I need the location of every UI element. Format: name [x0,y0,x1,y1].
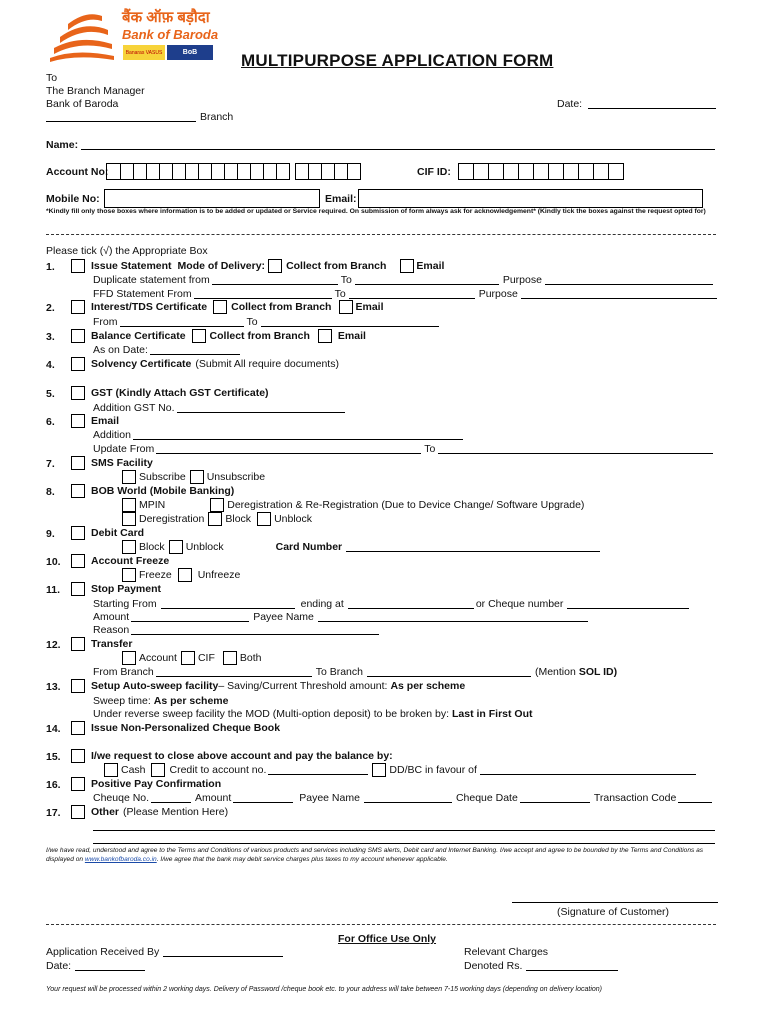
sms-checkbox[interactable] [71,456,85,470]
dd-label: DD/BC in favour of [389,764,477,776]
threshold-label: – Saving/Current Threshold amount: [218,680,388,692]
item-5-row [71,386,269,400]
account-no-label: Account No: [46,166,109,178]
office-date-field[interactable] [75,961,145,971]
footer-note: Your request will be processed within 2 working days. Delivery of Password /cheque book etc. to your address will take between 7-15 working days (depending on delivery location) [46,986,603,993]
address-bank: Bank of Baroda [46,98,119,110]
pp-date-field[interactable] [520,793,590,803]
item-6-number: 6. [46,416,55,428]
interest-tds-label: Interest/TDS Certificate [91,301,208,313]
to-branch-field[interactable] [367,667,531,677]
item-1-number: 1. [46,261,55,273]
pp-cheque-field[interactable] [151,793,191,803]
denoted-row [464,960,618,972]
i2-period-row [93,316,439,328]
pp-payee-field[interactable] [364,793,452,803]
debit-unblock-label: Unblock [185,541,224,553]
cash-label: Cash [121,764,146,776]
item-13-row [71,679,465,693]
mention-label: (Mention [534,666,576,678]
instruction-note: *Kindly fill only those boxes where information is to be added or updated or Service required. On submission of form always ask for acknowledgement* (Kindly tick the boxes against the request opted for) [46,208,706,215]
bob-options-row-1 [122,498,584,512]
ending-label: ending at [300,598,344,610]
ffd-purpose-label: Purpose [478,288,518,300]
email-update-from-label: Update From [93,443,155,455]
positive-pay-checkbox[interactable] [71,777,85,791]
unsubscribe-label: Unsubscribe [206,471,266,483]
debit-options-row [122,540,600,554]
email-update-row [93,443,713,455]
item-6-row [71,414,119,428]
transfer-label: Transfer [91,638,133,650]
i2-collect-checkbox[interactable] [213,300,227,314]
form-title: MULTIPURPOSE APPLICATION FORM [241,51,554,70]
unfreeze-opt-label: Unfreeze [197,569,241,581]
transfer-branch-row [93,666,617,678]
item-9-row [71,526,144,540]
item-5-number: 5. [46,388,55,400]
i1-collect-checkbox[interactable] [268,259,282,273]
deregistration-checkbox[interactable] [122,512,136,526]
received-by-row [46,946,283,958]
cheque-number-field[interactable] [567,599,689,609]
pp-amount-field[interactable] [233,793,293,803]
email-label: Email: [325,193,357,205]
item-4-number: 4. [46,359,55,371]
i2-from-field[interactable] [120,317,244,327]
bob-unblock-checkbox[interactable] [257,512,271,526]
threshold-scheme: As per scheme [390,680,466,692]
sweep-time-label: Sweep time: [93,695,151,707]
card-number-field[interactable] [346,542,600,552]
stop-amount-field[interactable] [131,612,249,622]
i2-from-label: From [93,316,118,328]
close-account-label: I/we request to close above account and pay the balance by: [91,750,393,762]
bob-options-row-2 [122,512,312,526]
name-label: Name: [46,139,79,151]
unsubscribe-checkbox[interactable] [190,470,204,484]
ffd-from-field[interactable] [194,289,332,299]
mpin-checkbox[interactable] [122,498,136,512]
stop-amount-row [93,611,588,623]
starting-label: Starting From [93,598,157,610]
account-no-input[interactable] [107,163,361,180]
name-field[interactable] [46,139,715,151]
dup-label: Duplicate statement from [93,274,210,286]
solvency-checkbox[interactable] [71,357,85,371]
debit-card-label: Debit Card [91,527,145,539]
i2-email-label: Email [355,301,384,313]
positive-pay-label: Positive Pay Confirmation [91,778,222,790]
cif-id-input[interactable] [459,163,624,180]
deregistration-label: Deregistration [139,513,205,525]
mobile-input[interactable] [104,189,320,208]
i1-email-label: Email [416,260,445,272]
divider-1 [46,234,716,235]
ending-field[interactable] [348,599,474,609]
stop-amount-label: Amount [93,611,130,623]
i1-email-checkbox[interactable] [400,259,414,273]
i3-collect-label: Collect from Branch [209,330,310,342]
received-by-field[interactable] [163,947,283,957]
declaration-part1: I/we have read, understood and agree to the Terms and Conditions of various products and services including SMS alerts, Debit card and Internet Banking. I/we accept and agree to be bounded by the [46,847,629,854]
declaration-link[interactable]: www.bankofbaroda.co.in [84,856,157,863]
transfer-both-label: Both [239,652,262,664]
starting-field[interactable] [161,599,295,609]
i3-date-row [93,344,240,356]
stop-payee-label: Payee Name [253,611,314,623]
mpin-label: MPIN [139,499,166,511]
item-13-number: 13. [46,681,61,693]
divider-2 [46,924,716,925]
other-line-1[interactable] [93,830,715,831]
dup-to-field[interactable] [355,275,499,285]
gst-label: GST (Kindly Attach GST Certificate) [91,387,269,399]
cheque-book-label: Issue Non-Personalized Cheque Book [91,722,281,734]
debit-block-checkbox[interactable] [122,540,136,554]
item-8-row [71,484,234,498]
signature-line[interactable] [512,902,718,903]
pp-amount-label: Amount [195,792,232,804]
address-manager: The Branch Manager [46,85,145,97]
freeze-label: Account Freeze [91,555,170,567]
pp-date-label: Cheque Date [455,792,518,804]
transfer-checkbox[interactable] [71,637,85,651]
transfer-options-row [122,651,261,665]
bank-badge-1 [123,45,165,60]
issue-statement-label: Issue Statement [91,260,172,272]
balance-cert-checkbox[interactable] [71,329,85,343]
transfer-both-checkbox[interactable] [223,651,237,665]
item-8-number: 8. [46,486,55,498]
bob-world-checkbox[interactable] [71,484,85,498]
declaration [46,846,722,864]
relevant-charges-label: Relevant Charges [464,946,549,958]
debit-unblock-checkbox[interactable] [169,540,183,554]
denoted-label: Denoted Rs. [464,960,523,972]
i3-asof-label: As on Date: [93,344,148,356]
bank-name-english: Bank of Baroda [122,27,219,42]
item-3-number: 3. [46,331,55,343]
pp-cheque-label: Cheuqe No. [93,792,150,804]
sms-label: SMS Facility [91,457,153,469]
email-addition-label: Addition [93,429,131,441]
solvency-label: Solvency Certificate [91,358,192,370]
dereg-rereg-checkbox[interactable] [210,498,224,512]
email-update-label: Email [91,415,120,427]
office-date-label: Date: [46,960,72,972]
item-16-row [71,777,221,791]
pp-txn-field[interactable] [678,793,712,803]
item-7-number: 7. [46,458,55,470]
badge-1-label: Banaras VASUS [125,49,163,56]
item-10-number: 10. [46,556,61,568]
credit-checkbox[interactable] [151,763,165,777]
i3-email-label: Email [337,330,366,342]
freeze-checkbox[interactable] [71,554,85,568]
dd-favour-field[interactable] [480,765,696,775]
dup-from-field[interactable] [212,275,338,285]
freeze-options-row [122,568,240,582]
date-label: Date: [557,98,583,110]
ffd-to-label: To [334,288,346,300]
duplicate-statement-row [93,274,713,286]
transfer-cif-checkbox[interactable] [181,651,195,665]
unfreeze-opt-checkbox[interactable] [178,568,192,582]
received-by-label: Application Received By [46,946,160,958]
dup-purpose-label: Purpose [502,274,542,286]
cif-id-label: CIF ID: [417,166,451,178]
badge-2-label: BoB [182,49,198,56]
item-11-row [71,582,161,596]
bob-unblock-label: Unblock [274,513,312,525]
email-addition-row [93,429,463,441]
i2-to-label: To [246,316,258,328]
credit-account-field[interactable] [268,765,368,775]
bank-logo [46,8,118,62]
freeze-opt-label: Freeze [139,569,172,581]
item-2-number: 2. [46,302,55,314]
sol-id-label: SOL ID) [578,666,618,678]
auto-sweep-checkbox[interactable] [71,679,85,693]
reverse-sweep-label: Under reverse sweep facility the MOD (Multi-option deposit) to be broken by: [93,708,449,720]
reverse-sweep-row [93,708,533,720]
to-branch-label: To Branch [315,666,363,678]
cheque-number-label: or Cheque number [475,598,564,610]
email-update-checkbox[interactable] [71,414,85,428]
item-2-row [71,300,384,314]
item-16-number: 16. [46,779,61,791]
i2-email-checkbox[interactable] [339,300,353,314]
stop-reason-field[interactable] [131,625,379,635]
from-branch-field[interactable] [156,667,312,677]
branch-label: Branch [200,111,234,123]
i2-collect-label: Collect from Branch [231,301,332,313]
mobile-label: Mobile No: [46,193,100,205]
denoted-field[interactable] [526,961,618,971]
pp-txn-label: Transaction Code [593,792,677,804]
i3-collect-checkbox[interactable] [192,329,206,343]
bob-block-label: Block [225,513,252,525]
positive-pay-row [93,792,712,804]
stop-payment-checkbox[interactable] [71,582,85,596]
transfer-account-checkbox[interactable] [122,651,136,665]
i3-asof-field[interactable] [150,345,240,355]
email-update-to-label: To [424,443,436,455]
debit-card-checkbox[interactable] [71,526,85,540]
stop-reason-label: Reason [93,624,130,636]
signature-label: (Signature of Customer) [557,906,670,918]
office-date-row [46,960,145,972]
transfer-cif-label: CIF [197,652,215,664]
item-10-row [71,554,169,568]
sweep-time-scheme: As per scheme [153,695,229,707]
solvency-note: (Submit All require documents) [195,358,339,370]
debit-block-label: Block [139,541,165,553]
item-7-row [71,456,153,470]
bob-block-checkbox[interactable] [208,512,222,526]
other-label: Other [91,806,120,818]
item-4-row [71,357,339,371]
address-to: To [46,72,58,84]
subscribe-checkbox[interactable] [122,470,136,484]
sweep-time-row [93,695,229,707]
card-number-label: Card Number [275,541,343,553]
office-use-title: For Office Use Only [338,933,437,945]
bob-world-label: BOB World (Mobile Banking) [91,485,235,497]
item-14-number: 14. [46,723,61,735]
dup-purpose-field[interactable] [545,275,713,285]
close-options-row [104,763,696,777]
gst-addition-field[interactable] [177,403,345,413]
ffd-purpose-field[interactable] [521,289,717,299]
cheque-book-checkbox[interactable] [71,721,85,735]
from-branch-label: From Branch [93,666,154,678]
gst-addition-row [93,402,345,414]
item-11-number: 11. [46,584,61,596]
item-14-row [71,721,280,735]
declaration-part2: Terms and Conditions as displayed on [46,847,704,863]
date-field[interactable] [557,98,716,110]
freeze-opt-checkbox[interactable] [122,568,136,582]
item-15-row [71,749,393,763]
other-checkbox[interactable] [71,805,85,819]
dup-to-label: To [340,274,352,286]
email-update-to-field[interactable] [438,444,713,454]
item-3-row [71,329,366,343]
bank-of-baroda-sun-icon [46,8,118,62]
subscribe-label: Subscribe [139,471,186,483]
cash-checkbox[interactable] [104,763,118,777]
issue-statement-checkbox[interactable] [71,259,85,273]
other-note: (Please Mention Here) [123,806,229,818]
ffd-to-field[interactable] [349,289,475,299]
delivery-mode-label: Mode of Delivery: [177,260,266,272]
sms-options-row [122,470,265,484]
i2-to-field[interactable] [261,317,439,327]
gst-checkbox[interactable] [71,386,85,400]
credit-label: Credit to account no. [169,764,267,776]
ffd-label: FFD Statement From [93,288,192,300]
bank-badge-2 [167,45,213,60]
i3-email-checkbox[interactable] [318,329,332,343]
dd-checkbox[interactable] [372,763,386,777]
interest-tds-checkbox[interactable] [71,300,85,314]
item-1-row [71,259,444,273]
lifo-label: Last in First Out [452,708,533,720]
bank-name-hindi: बैंक ऑफ़ बड़ौदा [122,9,210,26]
ffd-statement-row [93,288,717,300]
balance-cert-label: Balance Certificate [91,330,186,342]
item-17-row [71,805,228,819]
stop-reason-row [93,624,379,636]
item-12-number: 12. [46,639,61,651]
item-17-number: 17. [46,807,61,819]
close-account-checkbox[interactable] [71,749,85,763]
transfer-account-label: Account [139,652,177,664]
auto-sweep-label: Setup Auto-sweep facility [91,680,219,692]
email-input[interactable] [358,189,703,208]
item-12-row [71,637,132,651]
stop-payment-label: Stop Payment [91,583,162,595]
email-update-from-field[interactable] [156,444,421,454]
gst-addition-label: Addition GST No. [93,402,175,414]
email-addition-field[interactable] [133,430,463,440]
i1-collect-label: Collect from Branch [286,260,387,272]
other-line-2[interactable] [93,843,715,844]
pp-payee-label: Payee Name [299,792,360,804]
branch-field[interactable] [46,111,233,123]
dereg-rereg-label: Deregistration & Re-Registration (Due to Device Change/ Software Upgrade) [227,499,585,511]
stop-payee-field[interactable] [318,612,588,622]
item-15-number: 15. [46,751,61,763]
stop-range-row [93,598,689,610]
declaration-part3: . I/we agree that the bank may debit service charges plus taxes to my account whenever applicable. [156,856,448,863]
item-9-number: 9. [46,528,55,540]
tick-instruction: Please tick (√) the Appropriate Box [46,245,208,257]
